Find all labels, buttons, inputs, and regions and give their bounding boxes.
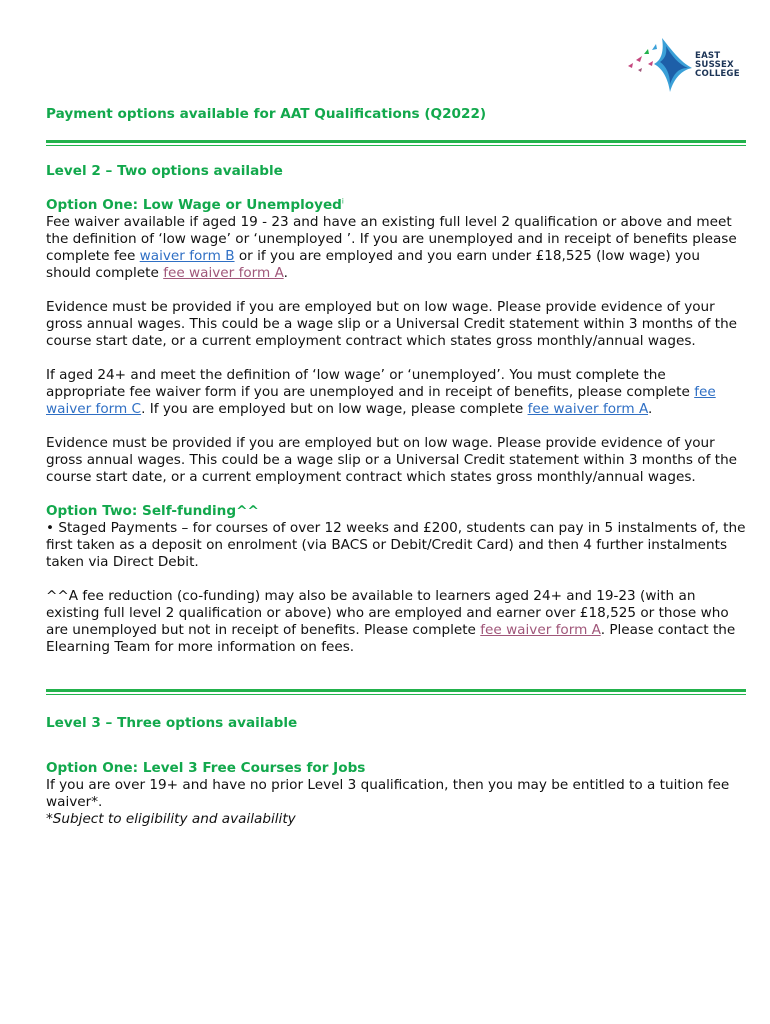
bird-logo-icon <box>618 34 698 94</box>
text-run: or if you are employed and you earn under £18,525 (low wage) you should complete <box>46 248 700 281</box>
fee-waiver-form-a-link[interactable]: fee waiver form A <box>527 401 649 417</box>
text-run: If aged 24+ and meet the definition of ‘low wage’ or ‘unemployed’. You must complete the appropriate fee waiver form if you are unemployed and in receipt of benefits, please complete <box>46 367 695 400</box>
level2-option1-heading <box>46 197 746 214</box>
text-run: . <box>283 265 288 281</box>
fee-waiver-form-c-link[interactable]: fee waiver form C <box>46 384 716 417</box>
document-body <box>46 104 746 828</box>
logo-line-3: COLLEGE <box>695 69 740 80</box>
level3-heading: Level 3 – Three options available <box>46 715 298 731</box>
logo-line-2: SUSSEX <box>695 60 734 71</box>
page-title: Payment options available for AAT Qualifications (Q2022) <box>46 106 487 122</box>
level2-option1-paragraph-4: Evidence must be provided if you are employed but on low wage. Please provide evidence of your gross annual wages. This could be a wage slip or a Universal Credit statement within 3 months of the course start date, or a current employment contract which states gross monthly/annual wages. <box>46 435 738 485</box>
eligibility-note: *Subject to eligibility and availability <box>46 811 296 827</box>
section-divider <box>46 689 746 695</box>
level2-option1-paragraph-2: Evidence must be provided if you are employed but on low wage. Please provide evidence of your gross annual wages. This could be a wage slip or a Universal Credit statement within 3 months of the course start date, or a current employment contract which states gross monthly/annual wages. <box>46 299 738 349</box>
logo-wordmark <box>695 52 740 80</box>
level2-option2-heading: Option Two: Self-funding^^ <box>46 503 259 519</box>
text-run: ^^A fee reduction (co-funding) may also be available to learners aged 24+ and 19-23 (with an existing full level 2 qualification or above) who are employed and earner over £18,525 or those who are unemployed but not in receipt of benefits. Please complete <box>46 588 729 638</box>
fee-waiver-form-a-link[interactable]: fee waiver form A <box>480 622 601 638</box>
level2-option2-paragraph-2 <box>46 588 746 656</box>
section-divider <box>46 140 746 146</box>
text-run: Fee waiver available if aged 19 - 23 and have an existing full level 2 qualification or above and meet the definition of ‘low wage’ or ‘unemployed ’. If you are unemployed and in receipt of benefits please complete fee <box>46 214 737 264</box>
fee-waiver-form-a-link[interactable]: fee waiver form A <box>163 265 284 281</box>
level3-option1-paragraph-1: If you are over 19+ and have no prior Level 3 qualification, then you may be entitled to a tuition fee waiver*. <box>46 777 730 810</box>
level2-heading: Level 2 – Two options available <box>46 163 283 179</box>
level2-option1-paragraph-1 <box>46 214 746 282</box>
text-run: . Please contact the Elearning Team for more information on fees. <box>46 622 736 655</box>
waiver-form-b-link[interactable]: waiver form B <box>139 248 235 264</box>
level3-option1-heading: Option One: Level 3 Free Courses for Jobs <box>46 760 366 776</box>
level2-option1-title: Option One: Low Wage or Unemployed <box>46 197 342 213</box>
level2-option2-paragraph-1: • Staged Payments – for courses of over 12 weeks and £200, students can pay in 5 instalments of, the first taken as a deposit on enrolment (via BACS or Debit/Credit Card) and then 4 further instalments taken via Direct Debit. <box>46 520 746 570</box>
level2-option1-paragraph-3 <box>46 367 746 418</box>
logo-line-1: EAST <box>695 51 721 61</box>
footnote-mark: i <box>341 197 344 206</box>
text-run: . <box>648 401 653 417</box>
text-run: . If you are employed but on low wage, please complete <box>141 401 528 417</box>
